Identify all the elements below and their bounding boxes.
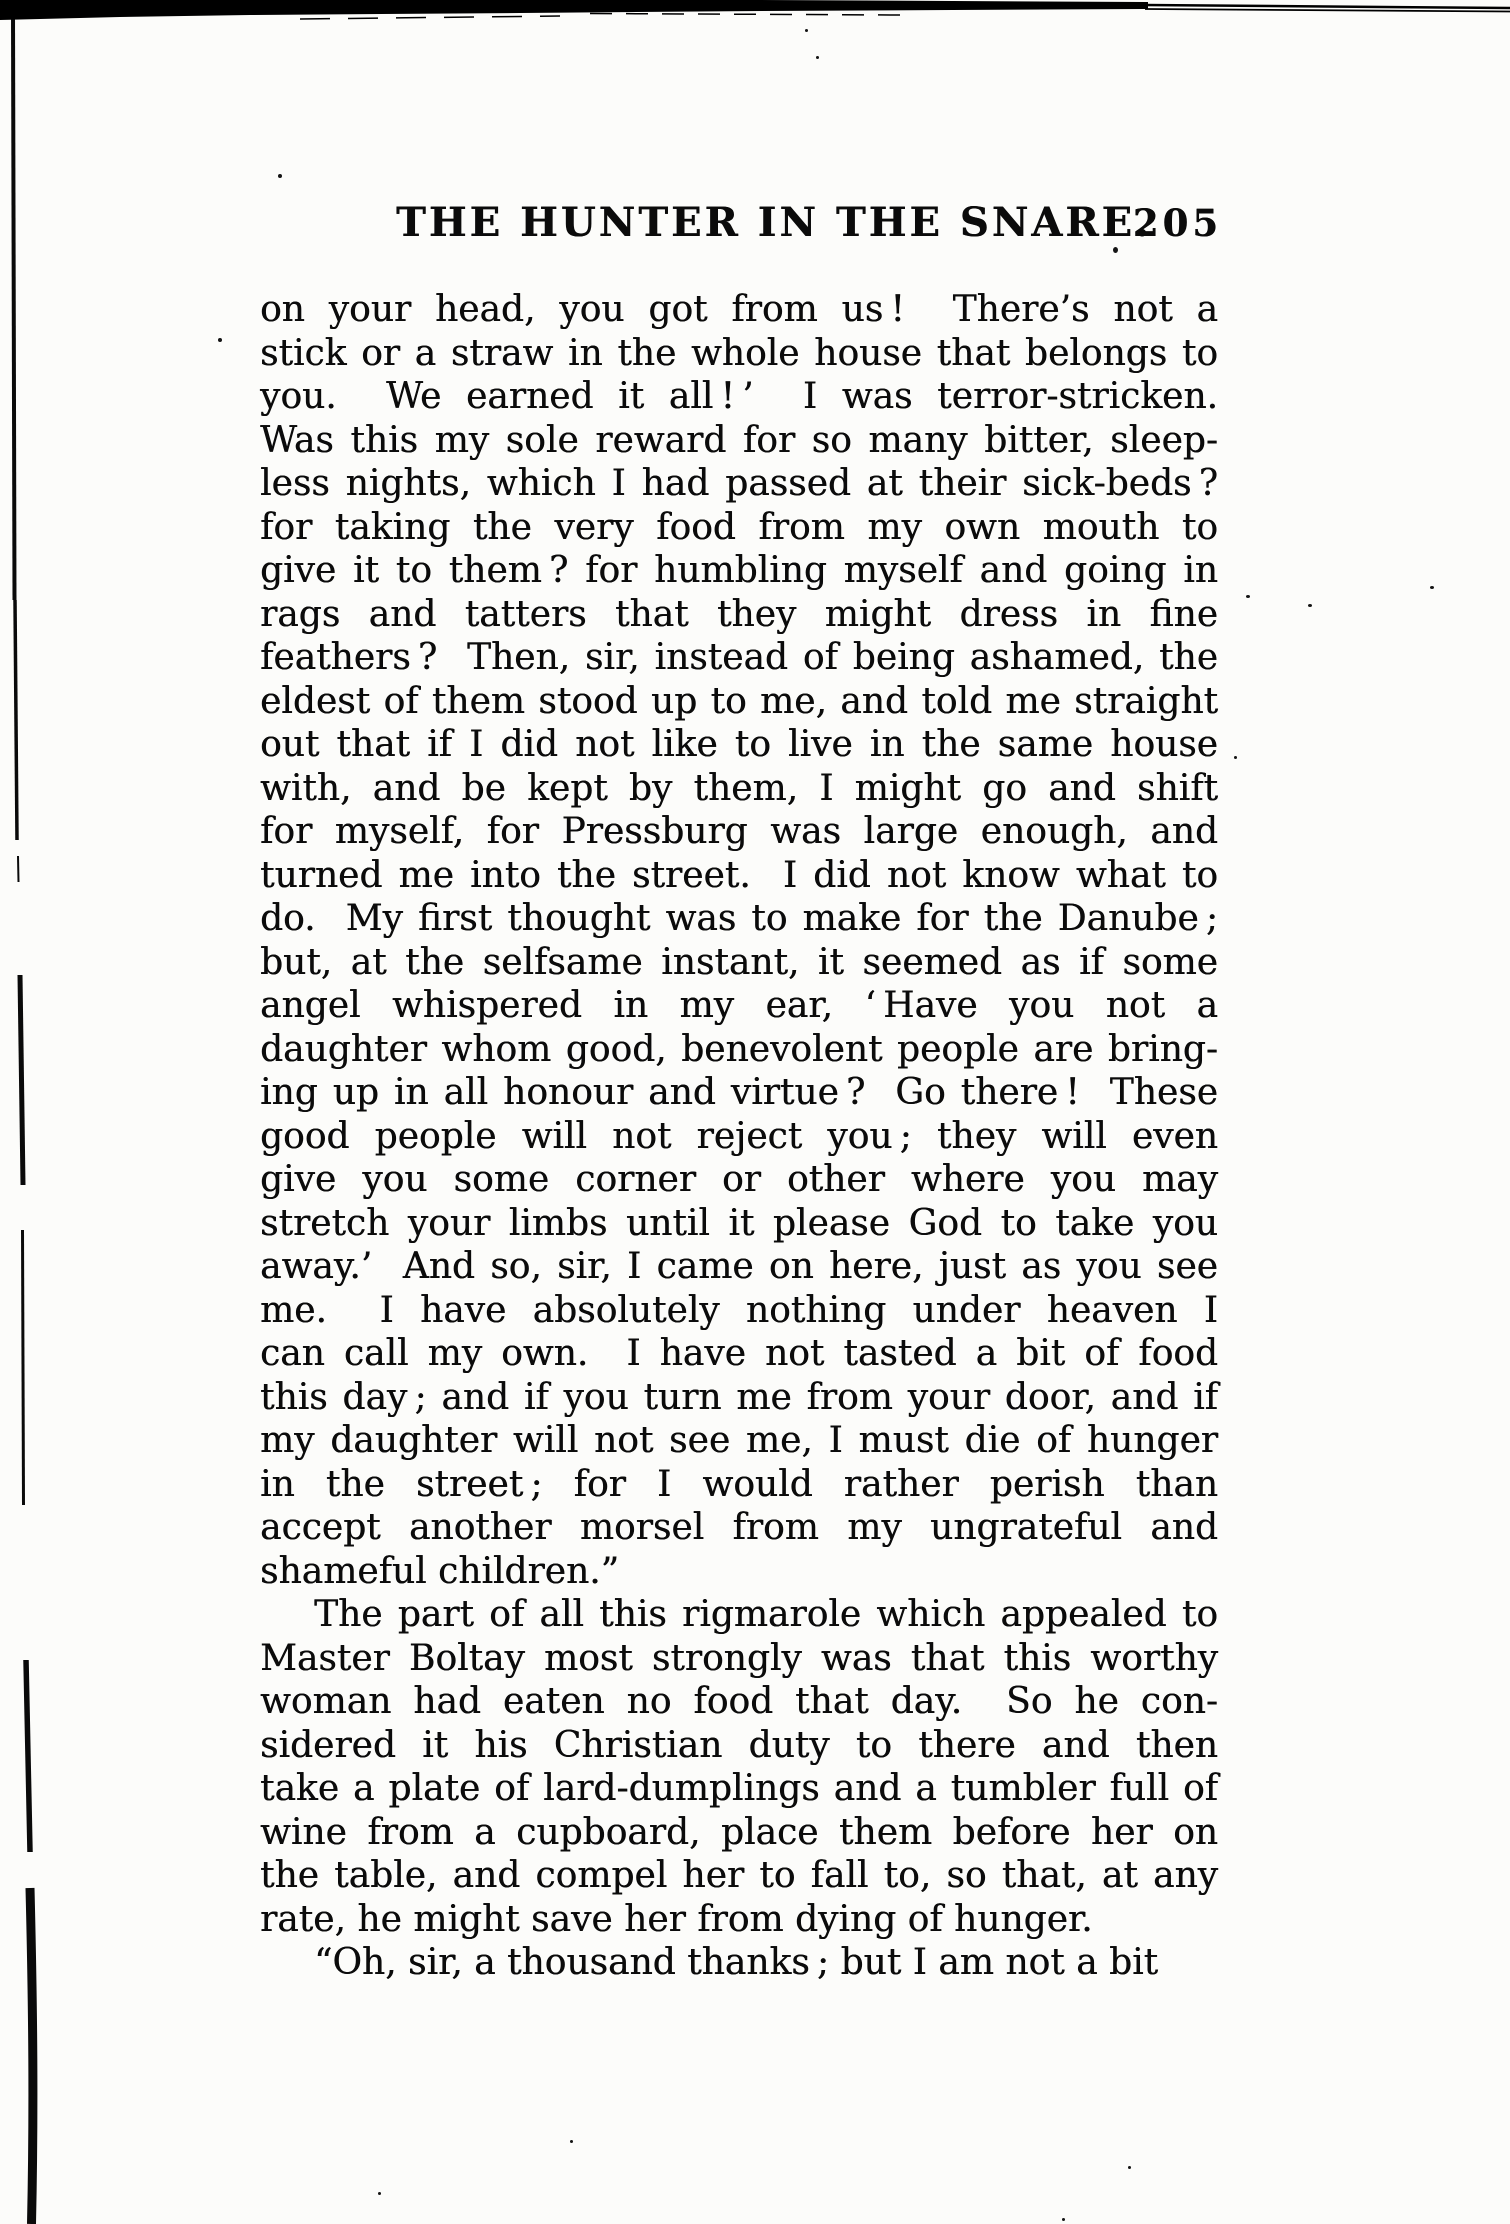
text-line: turned me into the street. I did not know what to [260,854,1218,896]
ink-speck [816,56,819,59]
text-line: my daughter will not see me, I must die of hunger [260,1420,1218,1461]
chapter-title: THE HUNTER IN THE SNARE. [396,199,1152,246]
ink-speck [1234,756,1237,759]
text-line: feathers ? Then, sir, instead of being ashamed, the [260,637,1218,678]
body-text [260,288,1218,1985]
text-line: daughter whom good, benevolent people are bring- [260,1028,1218,1070]
text-line: for taking the very food from my own mouth to [260,506,1218,548]
text-line: stick or a straw in the whole house that belongs to [260,332,1218,374]
text-line: Master Boltay most strongly was that this worthy [260,1637,1218,1679]
running-head [260,199,1222,249]
text-line: take a plate of lard-dumplings and a tumbler full of [260,1768,1218,1809]
text-line: can call my own. I have not tasted a bit of food [260,1333,1218,1374]
text-line: “Oh, sir, a thousand thanks ; but I am not a bit [314,1942,1159,1983]
text-line: out that if I did not like to live in the same house [260,724,1218,765]
text-line: accept another morsel from my ungrateful and [260,1507,1218,1548]
text-line: the table, and compel her to fall to, so that, at any [260,1855,1218,1896]
text-line: me. I have absolutely nothing under heaven I [260,1289,1218,1331]
page-number: 205 [1132,201,1222,245]
text-line: in the street ; for I would rather perish than [260,1463,1218,1505]
text-line: Was this my sole reward for so many bitter, sleep- [260,419,1218,461]
text-line: wine from a cupboard, place them before her on [260,1811,1218,1853]
text-line: stretch your limbs until it please God to take you [260,1202,1218,1244]
ink-speck [378,2192,381,2195]
text-line: less nights, which I had passed at their sick-beds ? [260,463,1218,504]
text-line: do. My first thought was to make for the Danube ; [260,898,1218,939]
ink-speck [218,338,222,342]
ink-speck [278,174,282,178]
ink-speck [1308,604,1312,607]
ink-speck [1430,586,1434,589]
text-line: give it to them ? for humbling myself and going in [260,550,1218,591]
text-line: woman had eaten no food that day. So he con- [260,1681,1218,1722]
text-line: you. We earned it all ! ’ I was terror-stricken. [260,376,1218,417]
text-line: give you some corner or other where you may [260,1159,1218,1200]
text-line: The part of all this rigmarole which appealed to [314,1594,1218,1635]
text-line: shameful children.” [260,1550,619,1592]
ink-speck [805,29,808,32]
text-line: angel whispered in my ear, ‘ Have you not a [260,985,1218,1026]
ink-speck [570,2140,573,2143]
text-line: but, at the selfsame instant, it seemed as if some [260,941,1218,983]
text-line: rags and tatters that they might dress in fine [260,593,1218,635]
text-line: this day ; and if you turn me from your door, and if [260,1376,1218,1418]
text-line: ing up in all honour and virtue ? Go there ! These [260,1072,1218,1113]
text-line: with, and be kept by them, I might go and shift [260,767,1218,809]
text-line: eldest of them stood up to me, and told me straight [260,680,1218,722]
scan-artifact-left-line [0,0,50,2224]
text-line: sidered it his Christian duty to there and then [260,1724,1218,1766]
scan-artifact-top-band [0,0,1510,34]
text-line: away.’ And so, sir, I came on here, just as you see [260,1246,1218,1287]
text-line: rate, he might save her from dying of hunger. [260,1898,1093,1940]
text-line: on your head, you got from us ! There’s not a [260,289,1218,330]
ink-speck [1062,2218,1065,2221]
text-line: good people will not reject you ; they will even [260,1115,1218,1157]
text-line: for myself, for Pressburg was large enough, and [260,811,1218,852]
ink-speck [1246,595,1250,598]
ink-speck [1128,2166,1131,2169]
